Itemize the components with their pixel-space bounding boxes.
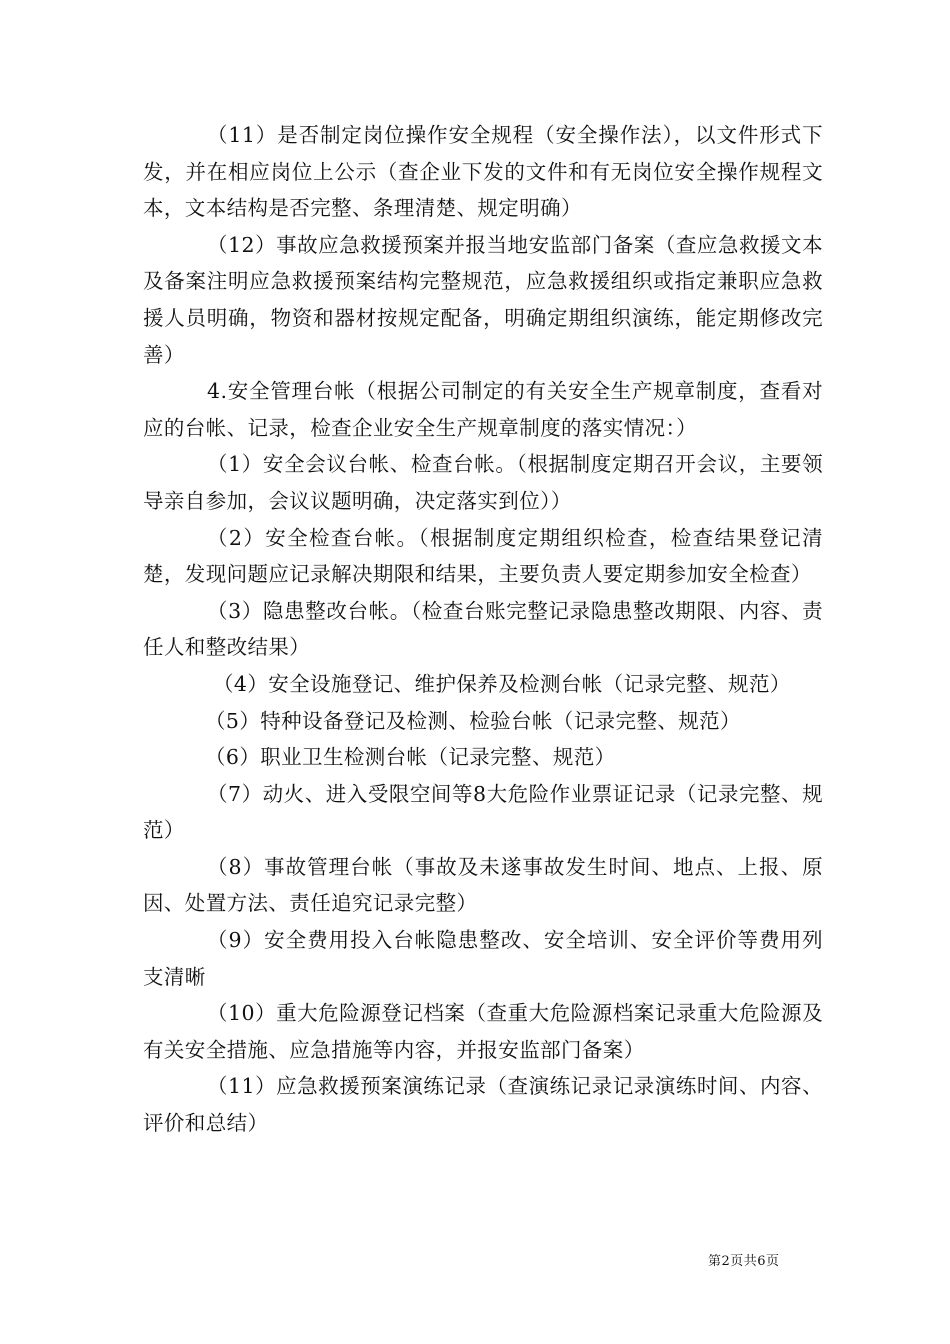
paragraph-item-11-procedures: （11）是否制定岗位操作安全规程（安全操作法），以文件形式下发，并在相应岗位上公示（查企业下发的文件和有无岗位安全操作规程文本，文本结构是否完整、条理清楚、规定明确） [143, 123, 823, 221]
paragraph-ledger-3: （3）隐患整改台帐。（检查台账完整记录隐患整改期限、内容、责任人和整改结果） [143, 598, 823, 660]
paragraph-ledger-5: （5）特种设备登记及检测、检验台帐（记录完整、规范） [205, 708, 741, 733]
paragraph-section-4-ledger: 4.安全管理台帐（根据公司制定的有关安全生产规章制度，查看对应的台帐、记录，检查企业安全生产规章制度的落实情况：） [143, 379, 823, 440]
paragraph-ledger-6: （6）职业卫生检测台帐（记录完整、规范） [205, 745, 616, 770]
document-body [143, 117, 823, 1142]
paragraph-item-12-emergency-plan: （12）事故应急救援预案并报当地安监部门备案（查应急救援文本及备案注明应急救援预案结构完整规范，应急救援组织或指定兼职应急救援人员明确，物资和器材按规定配备，明确定期组织演练，能定期修改完善） [143, 232, 823, 367]
paragraph-ledger-10: （10）重大危险源登记档案（查重大危险源档案记录重大危险源及有关安全措施、应急措施等内容，并报安监部门备案） [143, 1001, 823, 1062]
paragraph-ledger-9: （9）安全费用投入台帐隐患整改、安全培训、安全评价等费用列支清晰 [143, 928, 823, 989]
paragraph-ledger-4: （4）安全设施登记、维护保养及检测台帐（记录完整、规范） [213, 671, 791, 696]
paragraph-ledger-7: （7）动火、进入受限空间等8大危险作业票证记录（记录完整、规范） [143, 781, 823, 843]
paragraph-ledger-8: （8）事故管理台帐（事故及未遂事故发生时间、地点、上报、原因、处置方法、责任追究记录完整） [143, 854, 823, 916]
page-number: 第2页共6页 [708, 1254, 780, 1269]
paragraph-ledger-2: （2）安全检查台帐。（根据制度定期组织检查，检查结果登记清楚，发现问题应记录解决期限和结果，主要负责人要定期参加安全检查） [143, 525, 823, 587]
paragraph-ledger-1: （1）安全会议台帐、检查台帐。（根据制度定期召开会议，主要领导亲自参加，会议议题明确，决定落实到位）） [143, 452, 823, 513]
paragraph-ledger-11: （11）应急救援预案演练记录（查演练记录记录演练时间、内容、评价和总结） [143, 1074, 823, 1136]
